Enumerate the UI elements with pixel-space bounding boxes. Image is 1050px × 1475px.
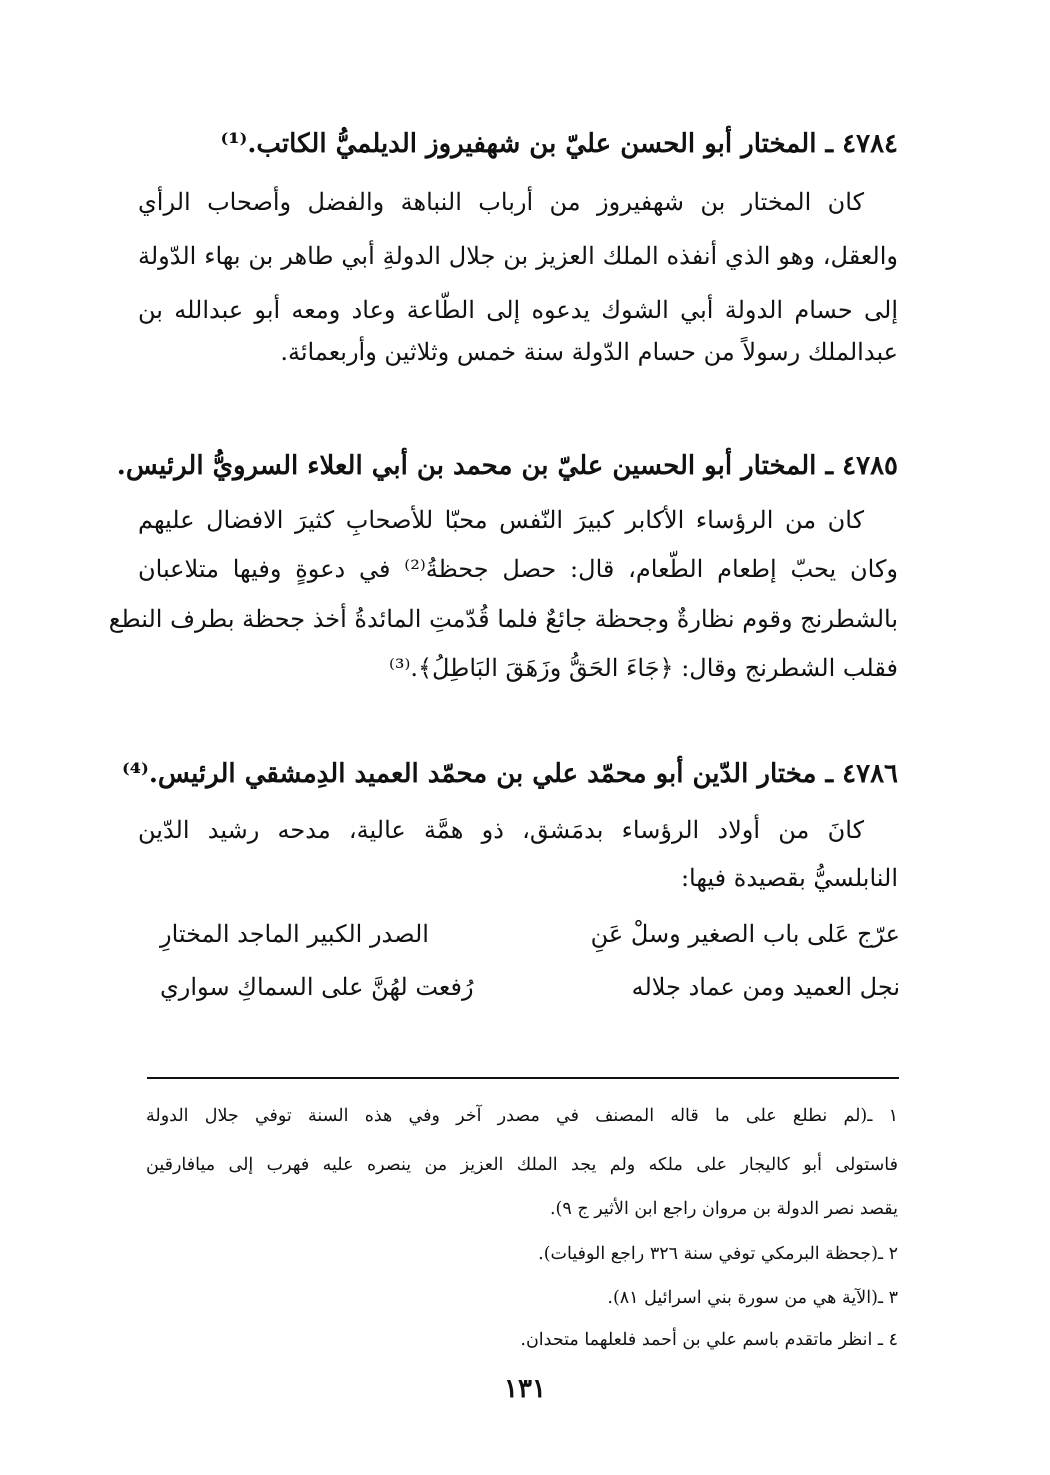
entry-4784-line-3: إلى حسام الدولة أبي الشوك يدعوه إلى الطّاعة وعاد ومعه أبو عبدالله بن [138,296,898,324]
entry-4786-line-1: كانَ من أولاد الرؤساء بدمَشق، ذو همَّة عالية، مدحه رشيد الدّين [138,816,864,844]
entry-4785-line-4: فقلب الشطرنج وقال: ﴿جَاءَ الحَقُّ وزَهَقَ البَاطِلُ﴾.⁽³⁾ [388,654,898,682]
footnote-1-line-3: يقصد نصر الدولة بن مروان راجع ابن الأثير ج ٩). [549,1199,898,1219]
entry-4785-line-1: كان من الرؤساء الأكابر كبيرَ النّفس محبّا للأصحابِ كثيرَ الافضال عليهم [138,506,864,534]
entry-4784-line-1: كان المختار بن شهفيروز من أرباب النباهة والفضل وأصحاب الرأي [138,188,864,216]
entry-4786-line-2: النابلسيُّ بقصيدة فيها: [680,864,898,892]
entry-4784-line-4: عبدالملك رسولاً من حسام الدّولة سنة خمس وثلاثين وأربعمائة. [280,338,898,366]
entry-title-4786: ٤٧٨٦ ـ مختار الدّين أبو محمّد علي بن محمّد العميد الدِمشقي الرئيس.⁽⁴⁾ [122,759,898,789]
entry-title-4784: ٤٧٨٤ ـ المختار أبو الحسن عليّ بن شهفيروز الديلميُّ الكاتب.⁽¹⁾ [220,129,898,159]
footnote-3: ٣ ـ(الآية هي من سورة بني اسرائيل ٨١). [607,1288,898,1308]
page-number: ١٣١ [504,1374,546,1404]
footnote-1-line-2: فاستولى أبو كاليجار على ملكه ولم يجد الملك العزيز من ينصره عليه فهرب إلى ميافارقين [146,1155,898,1175]
entry-title-4785: ٤٧٨٥ ـ المختار أبو الحسين عليّ بن محمد بن أبي العلاء السرويُّ الرئيس. [116,451,898,481]
footnote-1-line-1: ١ ـ(لم نطلع على ما قاله المصنف في مصدر آخر وفي هذه السنة توفي جلال الدولة [146,1106,898,1126]
entry-4785-line-2: وكان يحبّ إطعام الطّعام، قال: حصل جحظةُ⁽²⁾ في دعوةٍ وفيها متلاعبان [138,555,898,583]
poem-verse-1-second-hemistich: الصدر الكبير الماجد المختارِ [160,920,429,948]
footnote-divider [147,1077,899,1079]
poem-verse-2-second-hemistich: رُفعت لهُنَّ على السماكِ سواري [160,973,474,1001]
poem-verse-2-first-hemistich: نجل العميد ومن عماد جلاله [631,973,900,1001]
entry-4784-line-2: والعقل، وهو الذي أنفذه الملك العزيز بن جلال الدولةِ أبي طاهر بن بهاء الدّولة [138,242,898,270]
footnote-4: ٤ ـ انظر ماتقدم باسم علي بن أحمد فلعلهما متحدان. [520,1330,898,1350]
entry-4785-line-3: بالشطرنج وقوم نظارةٌ وجحظة جائعٌ فلما قُدّمتِ المائدةُ أخذ جحظة بطرف النطع [108,605,898,633]
poem-verse-1-first-hemistich: عرّج عَلى باب الصغير وسلْ عَنِ [590,920,900,948]
footnote-2: ٢ ـ(جحظة البرمكي توفي سنة ٣٢٦ راجع الوفيات). [538,1244,898,1264]
